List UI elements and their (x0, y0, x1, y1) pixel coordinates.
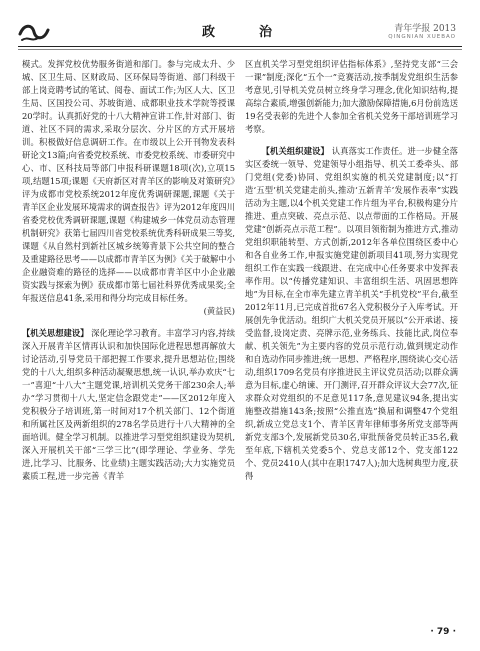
header-rule (18, 46, 462, 47)
left-column (22, 58, 235, 618)
header-rule-thin (18, 49, 462, 50)
page-header (0, 0, 480, 52)
right-column (245, 58, 458, 618)
section-tag: 【机关组织建设】 (261, 146, 329, 156)
section-title: 政 治 (201, 25, 278, 40)
paragraph-text: 深化理论学习教育。丰富学习内容,持续深入开展青羊区情再认识和加快国际化进程思想再解放大讨论活动,引导党员干部把握工作要求,提升思想站位;围绕党的十八大,组织多种活动凝聚思想,统一认识,举办欢庆“七一”喜迎“十八大”主题党课,培训机关党务干部230余人;举办“学习贯彻十八大,坚定信念跟党走”——区2012年度入党积极分子培训班,第一时间对17个机关部门、12个街道和所属社区及两新组织的278名学员进行十八大精神的全面培训。健全学习机制。以推进学习型党组织建设为契机,深入开展机关干部“三学三比”(即学理论、学业务、学先进,比学习、比服务、比业绩)主题实践活动;大力实施党员素质工程,进一步完善《青羊 (22, 328, 235, 481)
paragraph: 模式。发挥党校优势服务街道和部门。参与完成太升、少城、区卫生局、区财政局、区环保局等街道、部门科级干部上岗竞聘考试的笔试、阅卷、面试工作;为区人大、区卫生局、区国投公司、苏坡街道、成都职业技术学院等授课20学时。认真抓好党的十八大精神宣讲工作,针对部门、街道、社区不同的需求,采取分层次、分片区的方式开展培训。积极做好信息调研工作。在市级以上公开刊物发表科研论文13篇;向省委党校系统、市委党校系统、市委研究中心、市、区科技局等部门申报科研课题18项(次),立项15项,结题15项;课题《天府新区对青羊区的影响及对策研究》评为成都市党校系统2012年度优秀调研课题,课题《关于青羊区企业发展环境需求的调查报告》评为2012年度四川省委党校优秀调研课题,课题《构建城乡一体党员动态管理机制研究》获第七届四川省党校系统优秀科研成果三等奖,课题《从自然村到新社区城乡统筹背景下公共空间的整合及重建路径思考——以成都市青羊区为例》《关于破解中小企业融资难的路径的选择——以成都市青羊区中小企业融资实践与探索为例》获成都市第七届社科界优秀成果奖;全年报送信息41条,采用和得分均完成目标任务。 (22, 59, 235, 303)
paragraph: 区直机关学习型党组织评估指标体系》,坚持党支部“三会一课”制度;深化“五个一”竞赛活动,按季制发党组织生活参考意见,引导机关党员树立终身学习理念,优化知识结构,提高综合素质,增强创新能力;加大激励保障措施,6月份前选送19名受表彰的先进个人参加全省机关党务干部培训班学习考察。 (245, 59, 458, 134)
paragraph-organization-thought (22, 327, 235, 483)
section-tag: 【机关思想建设】 (22, 328, 89, 338)
magazine-title: 青年学报 2013 (394, 24, 456, 34)
page-number: · 79 · (430, 627, 456, 637)
magazine-title-en: QINGNIAN XUEBAO (388, 34, 456, 40)
paragraph-organization-building (245, 145, 458, 483)
paragraph-text: 认真落实工作责任。进一步健全落实区委统一领导、党建领导小组指导、机关工委牵头、部门党组(党委)协同、党组织实施的机关党建制度;以“打造‘五型’机关党建走前头,推动‘五新青羊’发展作表率”实践活动为主题,以4个机关党建工作片组为平台,积极构建分片推进、重点突破、亮点示范、以点带面的工作格局。开展党建“创新亮点示范工程”。以项目领衔制为推进方式,推动党组织职能转型、方式创新,2012年各单位围绕区委中心和各自业务工作,申报实施党建创新项目41项,努力实现党组织工作在实践一线跟进、在完成中心任务要求中发挥表率作用。以“传播党建知识、丰富组织生活、巩固思想阵地”为目标,在全市率先建立青羊机关“手机党校”平台,截至2012年11月,已完成首批67名入党积极分子入库考试。开展创先争优活动。组织广大机关党员开展以“公开承诺、接受监督,设岗定责、亮牌示范,业务练兵、技能比武,岗位奉献、机关领先”为主要内容的党员示范行动,做到规定动作和自选动作同步推进;统一思想、严格程序,围绕读心交心活动,组织1709名党员有序推进民主评议党员活动;以群众满意为目标,虚心纳谏、开门测评,召开群众评议大会77次,征求群众对党组织的不足意见117条,意见建议94条,提出实施整改措施143条;按照“公推直选”换届和调整47个党组织,新成立党总支1个、青羊区青年律师事务所党支部等两新党支部3个,发展新党员30名,审批预备党员转正35名,截至年底,下辖机关党委5个、党总支部12个、党支部122个、党员2410人(其中在职1747人);加大选树典型力度,获得 (245, 146, 458, 481)
author-byline: (黄益民) (203, 306, 235, 316)
